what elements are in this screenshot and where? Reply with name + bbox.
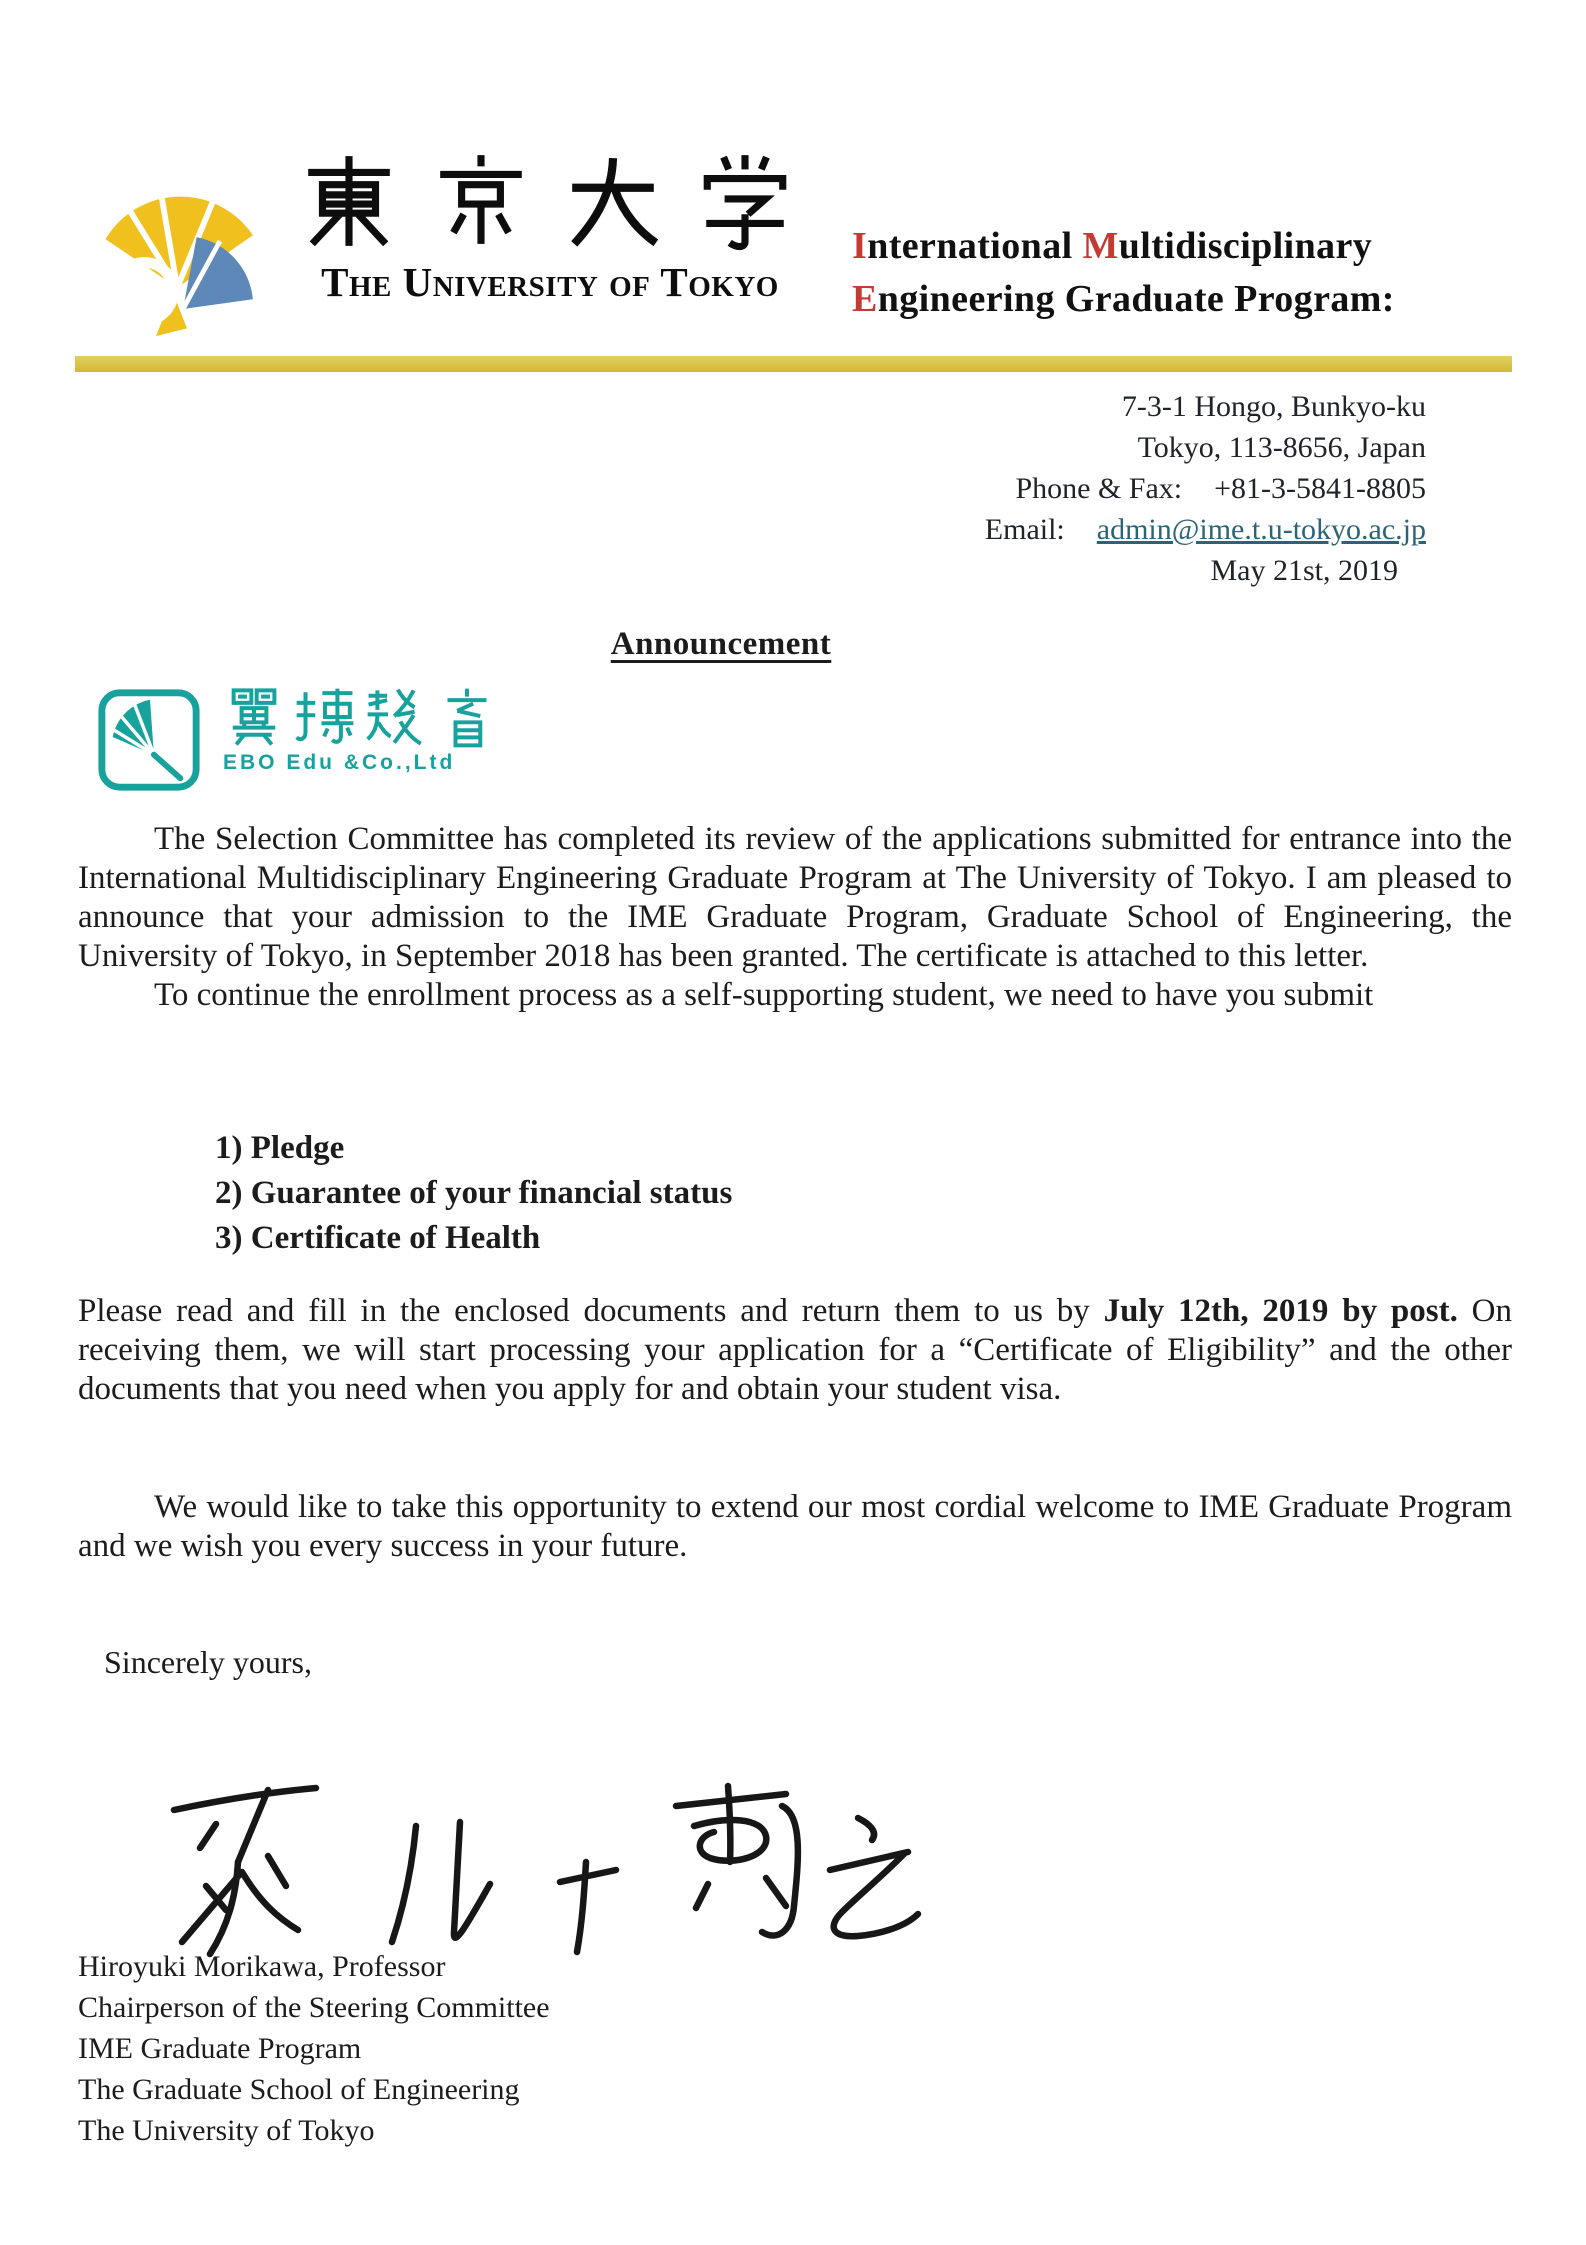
announcement-heading: Announcement bbox=[610, 626, 832, 662]
signature-block bbox=[78, 1946, 550, 2151]
handwritten-signature bbox=[116, 1764, 930, 1966]
signer-role: Chairperson of the Steering Committee bbox=[78, 1991, 550, 2024]
paragraph-welcome: We would like to take this opportunity to extend our most cordial welcome to IME Graduate Program and we wish you every success in your future. bbox=[78, 1489, 1512, 1564]
paragraph-enrollment: To continue the enrollment process as a self-supporting student, we need to have you submit bbox=[154, 977, 1374, 1013]
phone-value: +81-3-5841-8805 bbox=[1214, 472, 1426, 505]
phone-label: Phone & Fax: bbox=[1015, 472, 1183, 505]
red-initial: I bbox=[852, 225, 868, 267]
kanji-yi-icon bbox=[223, 686, 285, 748]
paragraph-deadline-wrap bbox=[78, 1292, 1512, 1409]
ebo-ginkgo-icon bbox=[95, 686, 203, 794]
gold-divider bbox=[75, 356, 1512, 372]
list-item-pledge: 1) Pledge bbox=[215, 1130, 345, 1166]
ebo-subtitle: EBO Edu &Co.,Ltd bbox=[223, 751, 456, 774]
address-line-1: 7-3-1 Hongo, Bunkyo-ku bbox=[1121, 390, 1426, 423]
paragraph-admission: The Selection Committee has completed its review of the applications submitted for entrance into the International Multidisciplinary Engineering Graduate Program at The University of Tokyo. I am pleased to announce that your admission to the IME Graduate Program, Graduate School of Engineering, the University of Tokyo, in September 2018 has been granted. The certificate is attached to this letter. bbox=[78, 821, 1512, 974]
address-line-2: Tokyo, 113-8656, Japan bbox=[1137, 431, 1426, 464]
signer-name: Hiroyuki Morikawa, Professor bbox=[78, 1950, 446, 1983]
red-initial: E bbox=[852, 278, 878, 320]
kanji-bo-icon bbox=[294, 686, 356, 748]
signer-school: The Graduate School of Engineering bbox=[78, 2073, 520, 2106]
list-item-health: 3) Certificate of Health bbox=[215, 1220, 541, 1256]
body-paragraphs bbox=[78, 820, 1512, 1015]
paragraph-welcome-wrap bbox=[78, 1488, 1512, 1566]
university-name: The University of Tokyo bbox=[321, 259, 779, 305]
utokyo-ginkgo-logo-icon bbox=[86, 146, 284, 340]
email-line bbox=[985, 509, 1426, 550]
contact-block bbox=[985, 386, 1426, 591]
kanji-gaku-icon bbox=[694, 150, 796, 252]
ebo-kanji-title bbox=[223, 686, 498, 748]
announcement-heading-row bbox=[0, 626, 1442, 663]
email-link[interactable]: admin@ime.t.u-tokyo.ac.jp bbox=[1096, 513, 1426, 546]
list-item-guarantee: 2) Guarantee of your financial status bbox=[215, 1175, 733, 1211]
deadline-bold: July 12th, 2019 by post. bbox=[1103, 1293, 1458, 1329]
program-title bbox=[852, 220, 1395, 326]
ebo-text bbox=[223, 686, 498, 775]
kanji-jiao-icon bbox=[365, 686, 427, 748]
paragraph-deadline: Please read and fill in the enclosed documents and return them to us by July 12th, 2019 by post. On receiving them, we will start processing your application for a “Certificate of Eligibility” and the other documents that you need when you apply for and obtain your student visa. bbox=[78, 1293, 1512, 1407]
program-title-line1: International Multidisciplinary bbox=[852, 225, 1373, 267]
phone-line bbox=[985, 468, 1426, 509]
signer-university: The University of Tokyo bbox=[78, 2114, 375, 2147]
closing-salutation: Sincerely yours, bbox=[104, 1644, 312, 1680]
ebo-logo bbox=[95, 686, 498, 794]
signer-program: IME Graduate Program bbox=[78, 2032, 362, 2065]
kanji-yu-icon bbox=[436, 686, 498, 748]
letter-date: May 21st, 2019 bbox=[1210, 554, 1398, 587]
kanji-dai-icon bbox=[562, 150, 664, 252]
email-label: Email: bbox=[984, 513, 1065, 546]
university-kanji-title bbox=[298, 150, 796, 252]
required-documents-list bbox=[215, 1126, 732, 1261]
red-initial: M bbox=[1082, 225, 1119, 267]
kanji-kyo-icon bbox=[430, 150, 532, 252]
program-title-line2: Engineering Graduate Program: bbox=[852, 278, 1395, 320]
kanji-to-icon bbox=[298, 150, 400, 252]
